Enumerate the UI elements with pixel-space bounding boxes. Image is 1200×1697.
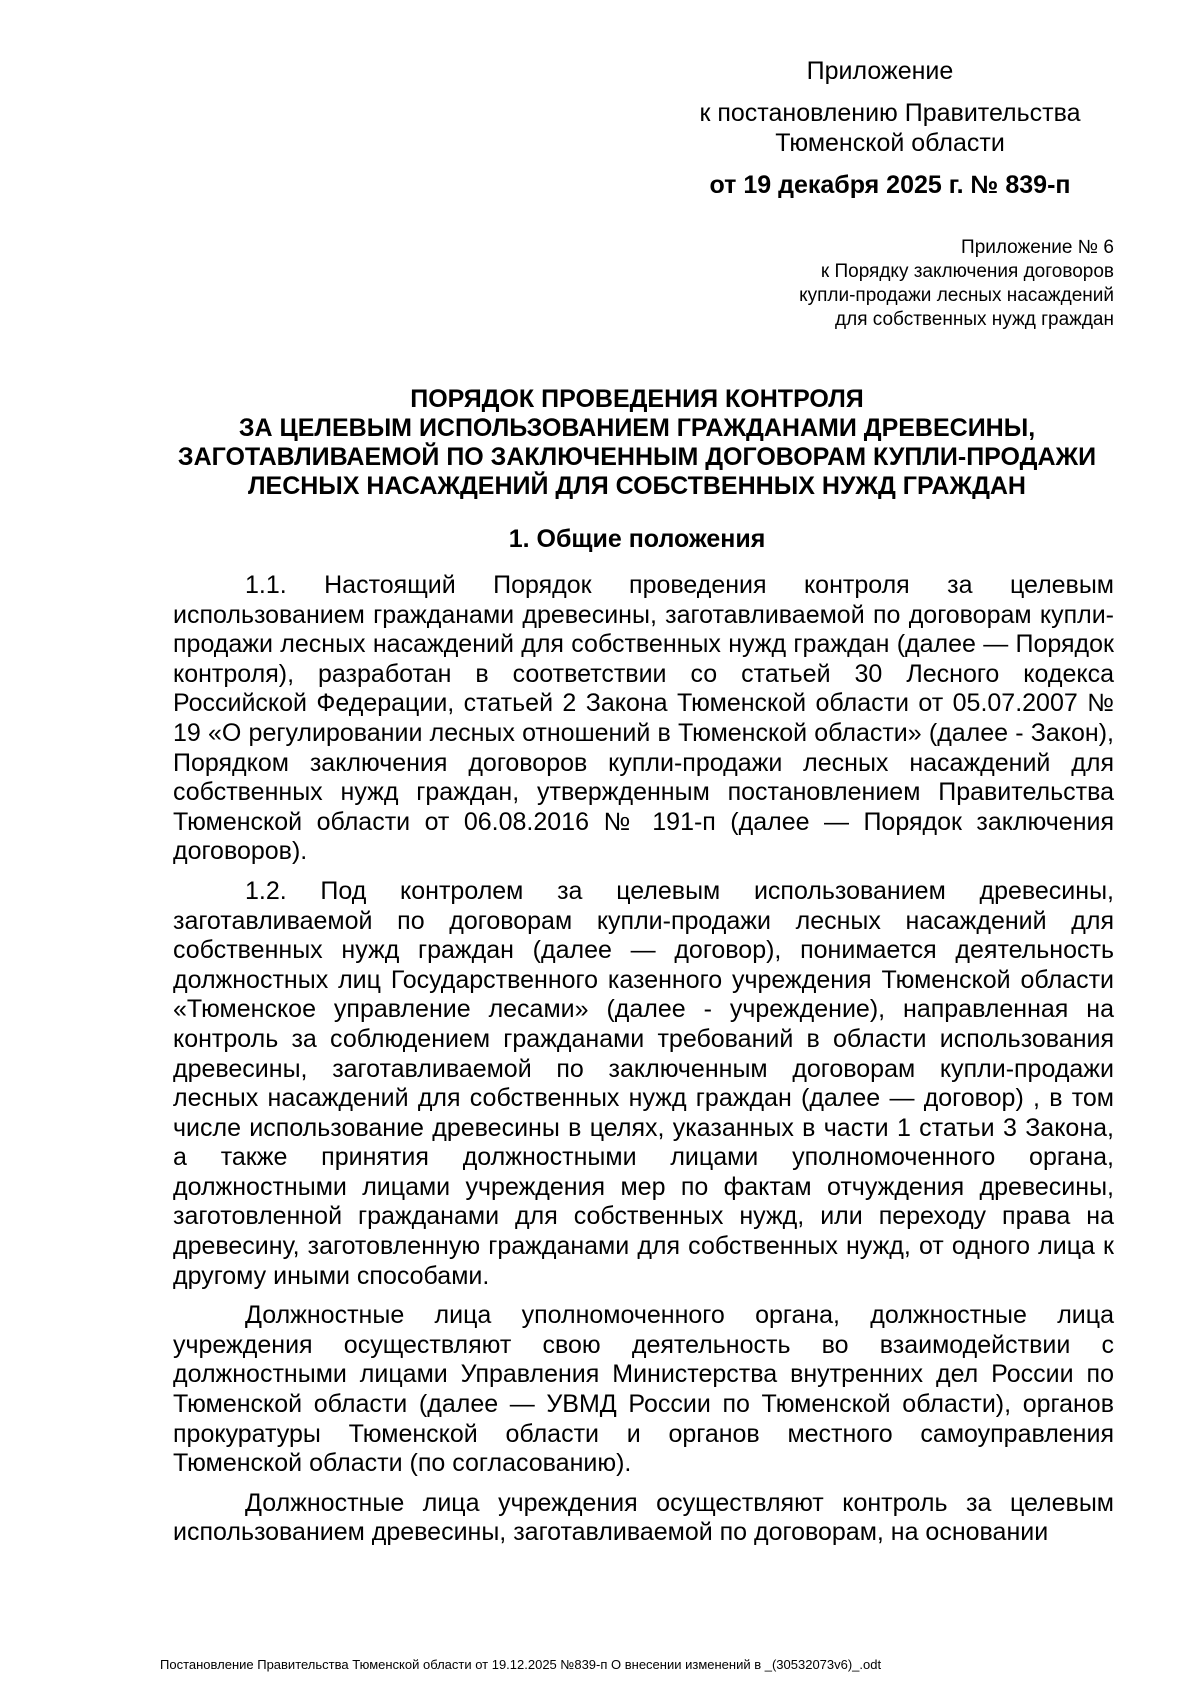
decree-region: Тюменской области	[775, 129, 1005, 157]
document-body	[173, 571, 1114, 1558]
appendix-label: Приложение	[806, 57, 954, 85]
appendix-6-line: Приложение № 6	[961, 237, 1114, 258]
appendix-6-block	[594, 236, 1114, 332]
appendix-6-line: к Порядку заключения договоров	[820, 261, 1114, 282]
section-heading: 1. Общие положения	[508, 525, 766, 553]
paragraph-1-2: 1.2. Под контролем за целевым использованием древесины, заготавливаемой по договорам купли-продажи лесных насаждений для собственных нужд граждан (далее — договор), понимается деятельность должностных лиц Государственного казенного учреждения Тюменской области «Тюменское управление лесами» (далее - учреждение), направленная на контроль за соблюдением гражданами требований в области использования древесины, заготавливаемой по заключенным договорам купли-продажи лесных насаждений для собственных нужд граждан (далее — договор) , в том числе использование древесины в целях, указанных в части 1 статьи 3 Закона, а также принятия должностными лицами уполномоченного органа, должностными лицами учреждения мер по фактам отчуждения древесины, заготовленной гражданами для собственных нужд, или переходу права на древесину, заготовленную гражданами для собственных нужд, от одного лица к другому иными способами.	[173, 876, 1114, 1290]
page-footer: Постановление Правительства Тюменской области от 19.12.2025 №839-п О внесении изменений в _(30532073v6)_.odt	[160, 1657, 882, 1672]
title-line: ЗА ЦЕЛЕВЫМ ИСПОЛЬЗОВАНИЕМ ГРАЖДАНАМИ ДРЕВЕСИНЫ,	[238, 414, 1036, 442]
title-line: ЛЕСНЫХ НАСАЖДЕНИЙ ДЛЯ СОБСТВЕННЫХ НУЖД ГРАЖДАН	[247, 472, 1026, 500]
paragraph-officials: Должностные лица уполномоченного органа, должностные лица учреждения осуществляют свою деятельность во взаимодействии с должностными лицами Управления Министерства внутренних дел России по Тюменской области (далее — УВМД России по Тюменской области), органов прокуратуры Тюменской области и органов местного самоуправления Тюменской области (по согласованию).	[173, 1301, 1114, 1478]
decree-number: от 19 декабря 2025 г. № 839-п	[709, 171, 1071, 199]
document-title	[160, 385, 1114, 501]
paragraph-control: Должностные лица учреждения осуществляют контроль за целевым использованием древесины, заготавливаемой по договорам, на основании	[173, 1488, 1114, 1547]
appendix-6-line: купли-продажи лесных насаждений	[799, 285, 1114, 306]
title-line: ПОРЯДОК ПРОВЕДЕНИЯ КОНТРОЛЯ	[410, 385, 864, 413]
appendix-6-line: для собственных нужд граждан	[835, 309, 1114, 330]
paragraph-1-1: 1.1. Настоящий Порядок проведения контроля за целевым использованием гражданами древесины, заготавливаемой по договорам купли-продажи лесных насаждений для собственных нужд граждан (далее — Порядок контроля), разработан в соответствии со статьей 30 Лесного кодекса Российской Федерации, статьей 2 Закона Тюменской области от 05.07.2007 № 19 «О регулировании лесных отношений в Тюменской области» (далее - Закон), Порядком заключения договоров купли-продажи лесных насаждений для собственных нужд граждан, утвержденным постановлением Правительства Тюменской области от 06.08.2016 № 191-п (далее — Порядок заключения договоров).	[173, 571, 1114, 866]
title-line: ЗАГОТАВЛИВАЕМОЙ ПО ЗАКЛЮЧЕННЫМ ДОГОВОРАМ КУПЛИ-ПРОДАЖИ	[177, 443, 1097, 471]
decree-reference: к постановлению Правительства	[699, 99, 1081, 127]
